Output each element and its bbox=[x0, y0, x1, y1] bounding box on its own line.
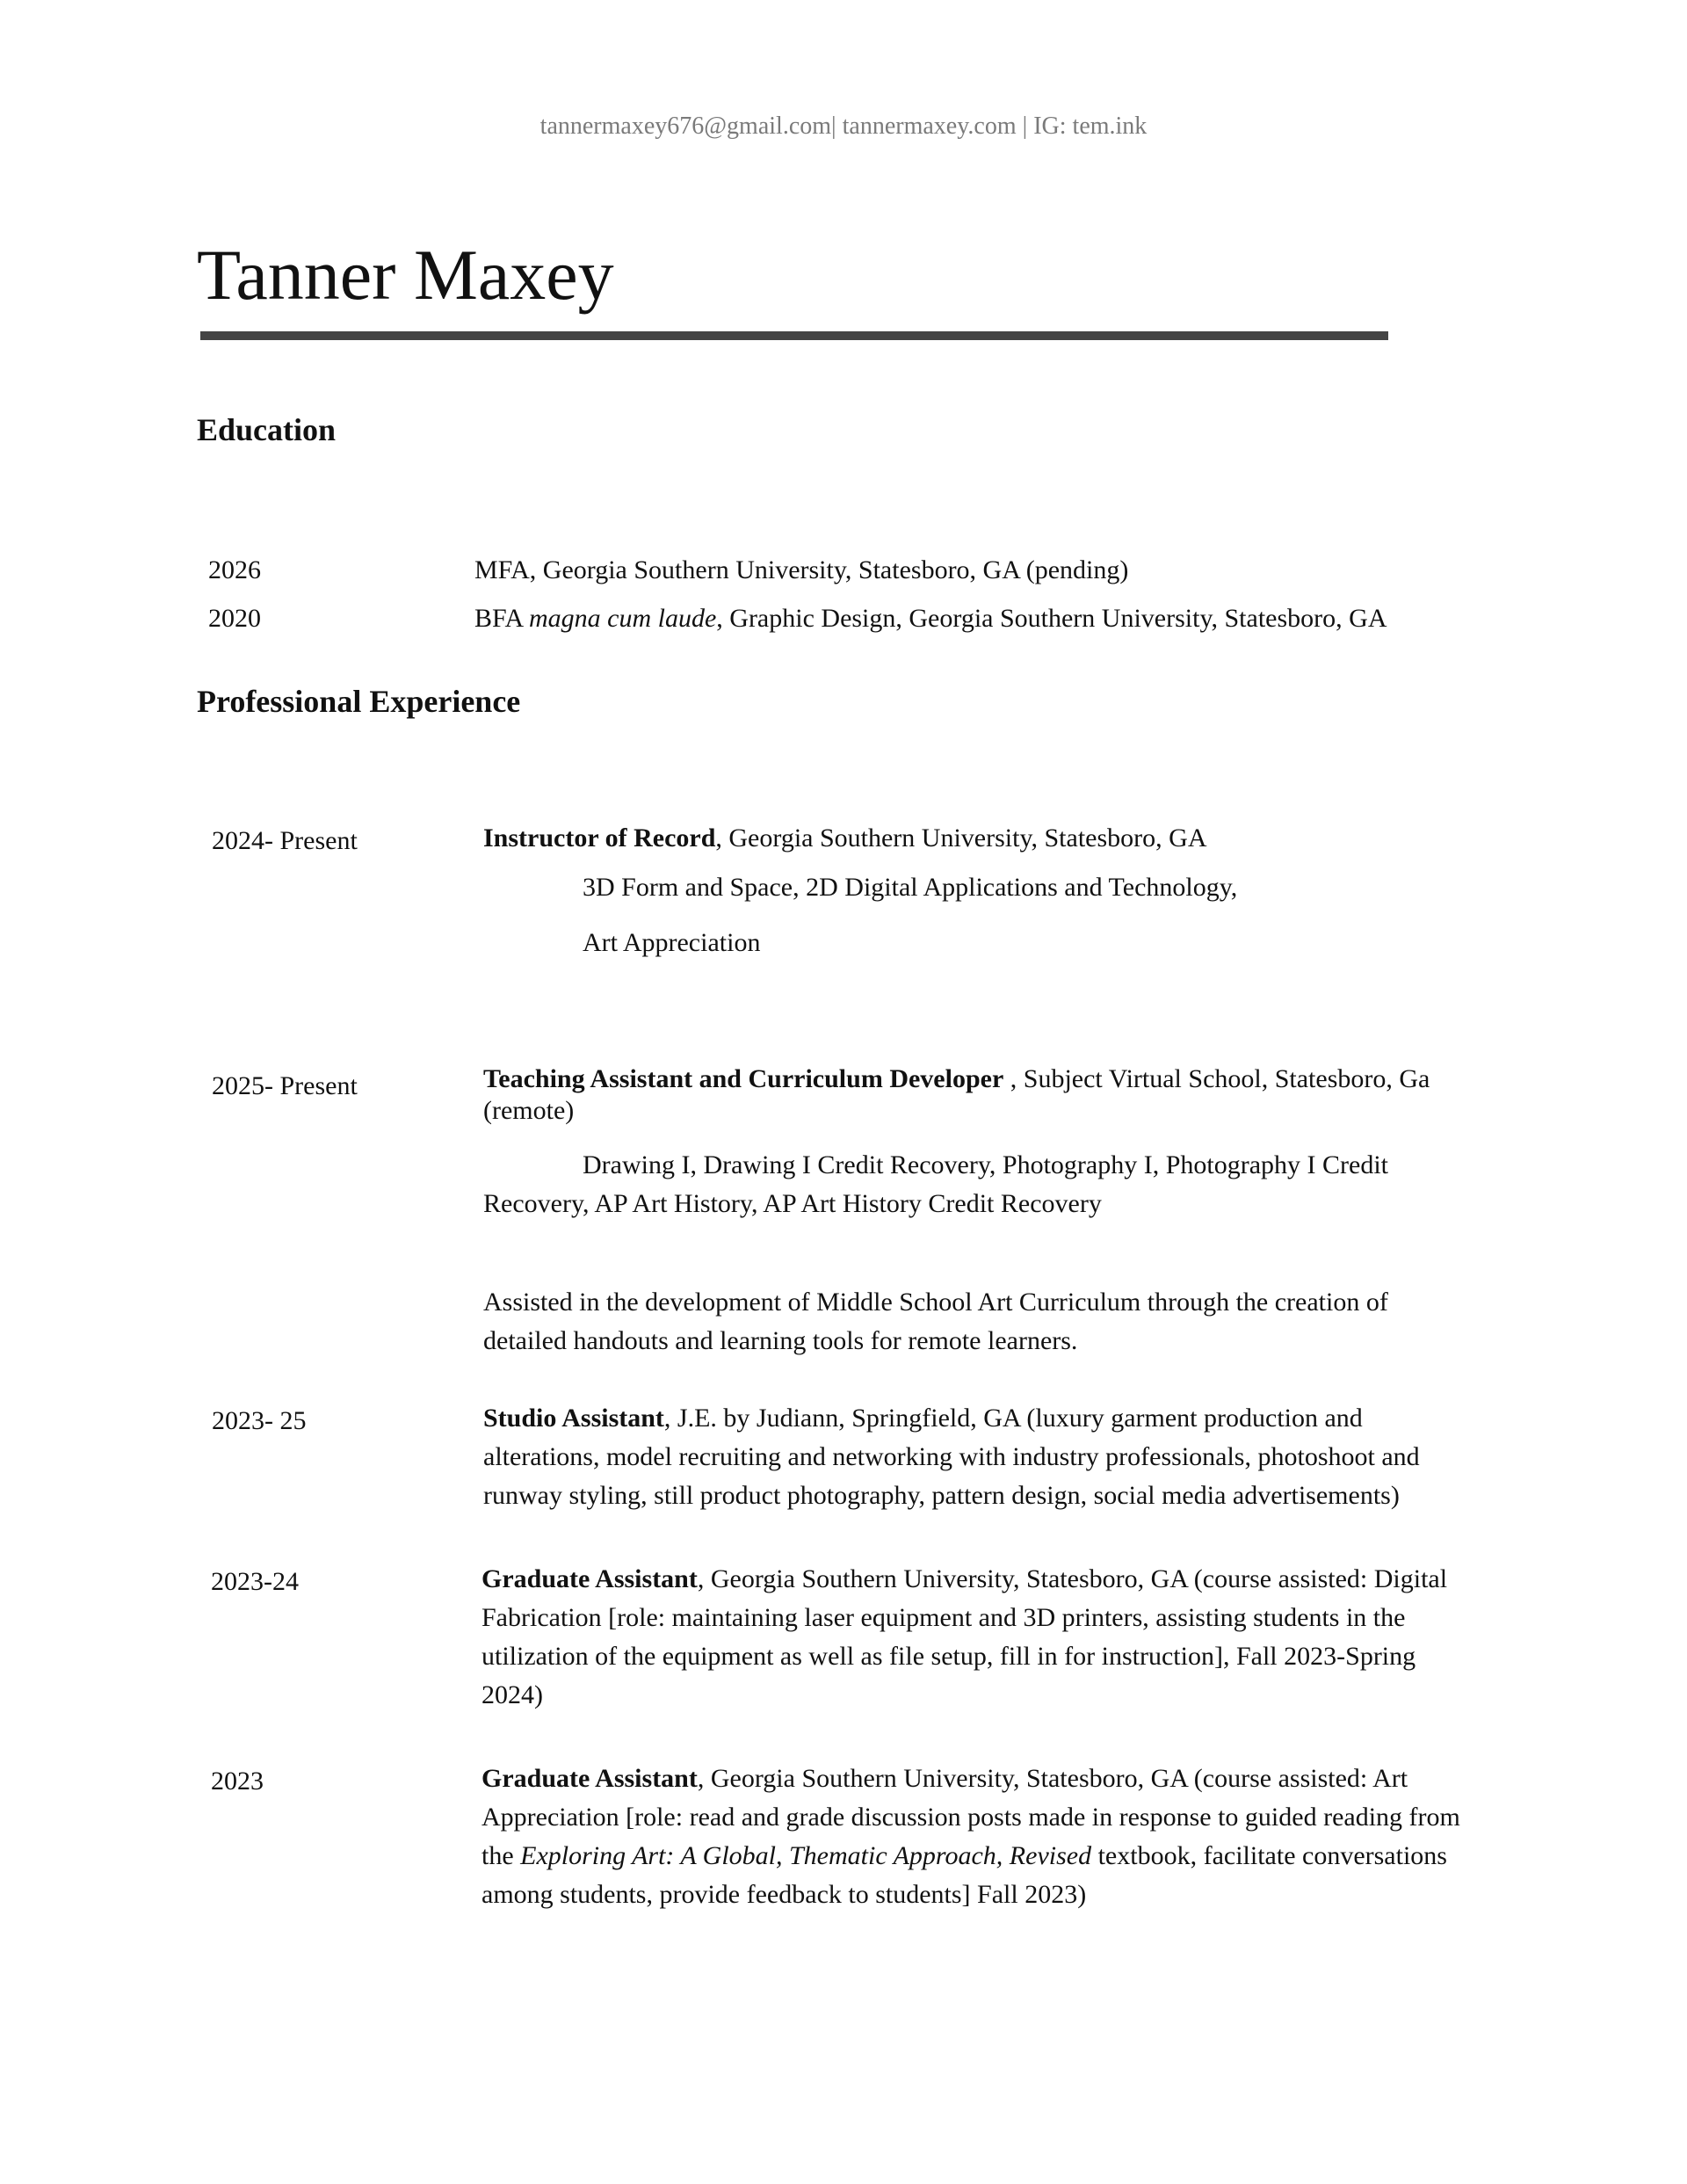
experience-entry-text: Graduate Assistant, Georgia Southern University, Statesboro, GA (course assisted: Art Appreciation [role: read and grade discussion posts made in response to guided reading from the Exploring Art: A Global, Thematic Approach, Revised textbook, facilitate conversations among students, provide feedback to students] Fall 2023) bbox=[481, 1764, 1460, 1909]
experience-courses: Drawing I, Drawing I Credit Recovery, Photography I, Photography I Credit bbox=[583, 1150, 1389, 1179]
experience-date: 2023- 25 bbox=[212, 1406, 307, 1435]
experience-title-line: Teaching Assistant and Curriculum Developer , Subject Virtual School, Statesboro, Ga (remote) bbox=[483, 1064, 1430, 1125]
experience-courses: Recovery, AP Art History, AP Art History Credit Recovery bbox=[483, 1189, 1102, 1218]
education-degree: MFA, Georgia Southern University, Statesboro, GA (pending) bbox=[474, 555, 1129, 584]
name-divider bbox=[200, 331, 1388, 340]
experience-entry-text: Studio Assistant, J.E. by Judiann, Springfield, GA (luxury garment production and alterations, model recruiting and networking with industry professionals, photoshoot and runway styling, still product photography, pattern design, social media advertisements) bbox=[483, 1404, 1420, 1510]
experience-title-line: Instructor of Record, Georgia Southern University, Statesboro, GA bbox=[483, 824, 1207, 853]
experience-description: Assisted in the development of Middle School Art Curriculum through the creation of detailed handouts and learning tools for remote learners. bbox=[483, 1288, 1388, 1355]
contact-line: tannermaxey676@gmail.com| tannermaxey.com | IG: tem.ink bbox=[539, 112, 1148, 140]
resume-name: Tanner Maxey bbox=[197, 235, 614, 315]
experience-date: 2025- Present bbox=[212, 1071, 358, 1100]
experience-date: 2023 bbox=[211, 1767, 264, 1796]
experience-date: 2023-24 bbox=[211, 1567, 299, 1596]
experience-courses: 3D Form and Space, 2D Digital Applications and Technology, bbox=[583, 873, 1238, 902]
experience-courses: Art Appreciation bbox=[583, 928, 761, 957]
experience-heading: Professional Experience bbox=[197, 684, 521, 719]
experience-date: 2024- Present bbox=[212, 826, 358, 855]
education-degree: BFA magna cum laude, Graphic Design, Georgia Southern University, Statesboro, GA bbox=[474, 604, 1387, 633]
education-heading: Education bbox=[197, 412, 337, 447]
education-year: 2020 bbox=[208, 604, 261, 633]
education-year: 2026 bbox=[208, 555, 261, 584]
experience-entry-text: Graduate Assistant, Georgia Southern University, Statesboro, GA (course assisted: Digital Fabrication [role: maintaining laser equipment and 3D printers, assisting students in the utilization of the equipment as well as file setup, fill in for instruction], Fall 2023-Spring 2024) bbox=[481, 1564, 1448, 1709]
